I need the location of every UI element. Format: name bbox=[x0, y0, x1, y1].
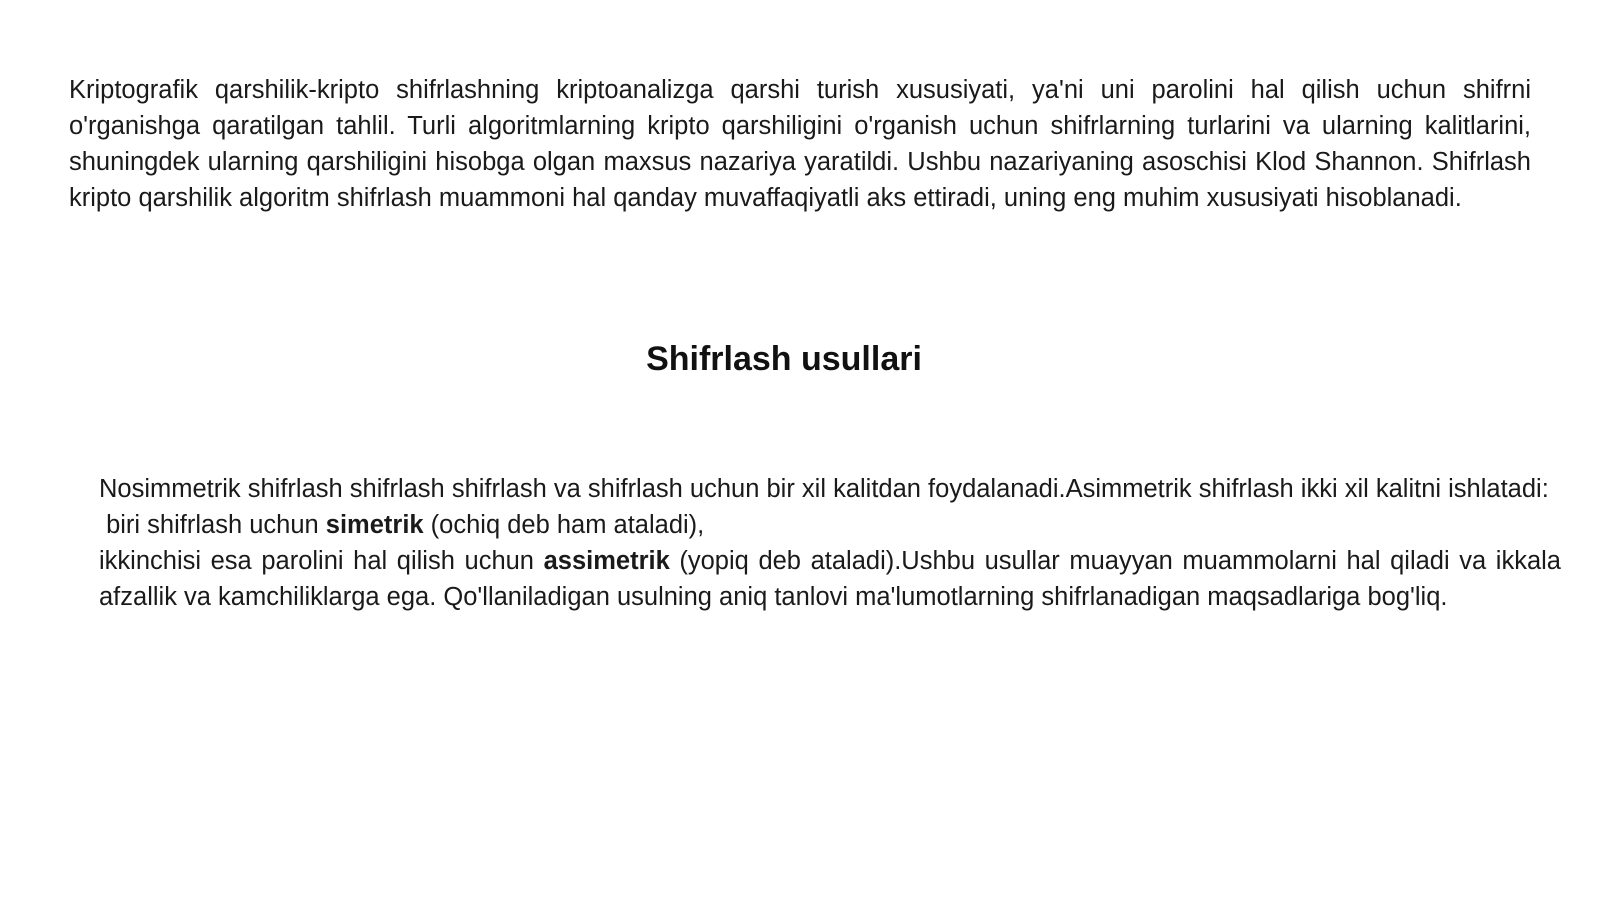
asymmetric-line-prefix: ikkinchisi esa parolini hal qilish uchun bbox=[99, 547, 544, 575]
section-heading: Shifrlash usullari bbox=[646, 340, 922, 378]
methods-intro-text: Nosimmetrik shifrlash shifrlash shifrlash va shifrlash uchun bir xil kalitdan foydalanadi.Asimmetrik shifrlash ikki xil kalitni ishlatadi: bbox=[99, 475, 1549, 503]
symmetric-term: simetrik bbox=[325, 511, 424, 539]
asymmetric-term: assimetrik bbox=[543, 547, 670, 575]
intro-paragraph: Kriptografik qarshilik-kripto shifrlashning kriptoanalizga qarshi turish xususiyati, ya'ni uni parolini hal qilish uchun shifrni o'rganishga qaratilgan tahlil. Turli algoritmlarning kripto qarshiligini o'rganish uchun shifrlarning turlarini va ularning kalitlarini, shuningdek ularning qarshiligini hisobga olgan maxsus nazariya yaratildi. Ushbu nazariyaning asoschisi Klod Shannon. Shifrlash kripto qarshilik algoritm shifrlash muammoni hal qanday muvaffaqiyatli aks ettiradi, uning eng muhim xususiyati hisoblanadi. bbox=[69, 76, 1531, 212]
asymmetric-line-suffix: (yopiq deb ataladi).Ushbu usullar muayyan muammolarni hal qiladi va ikkala afzallik va kamchiliklarga ega. Qo'llaniladigan usulning aniq tanlovi ma'lumotlarning shifrlanadigan maqsadlariga bog'liq. bbox=[99, 547, 1569, 611]
symmetric-line-prefix: biri shifrlash uchun bbox=[99, 511, 326, 539]
symmetric-line-suffix: (ochiq deb ham ataladi), bbox=[423, 511, 705, 539]
methods-paragraph bbox=[99, 471, 1569, 615]
symmetric-line bbox=[99, 507, 1561, 543]
asymmetric-line bbox=[99, 543, 1569, 615]
